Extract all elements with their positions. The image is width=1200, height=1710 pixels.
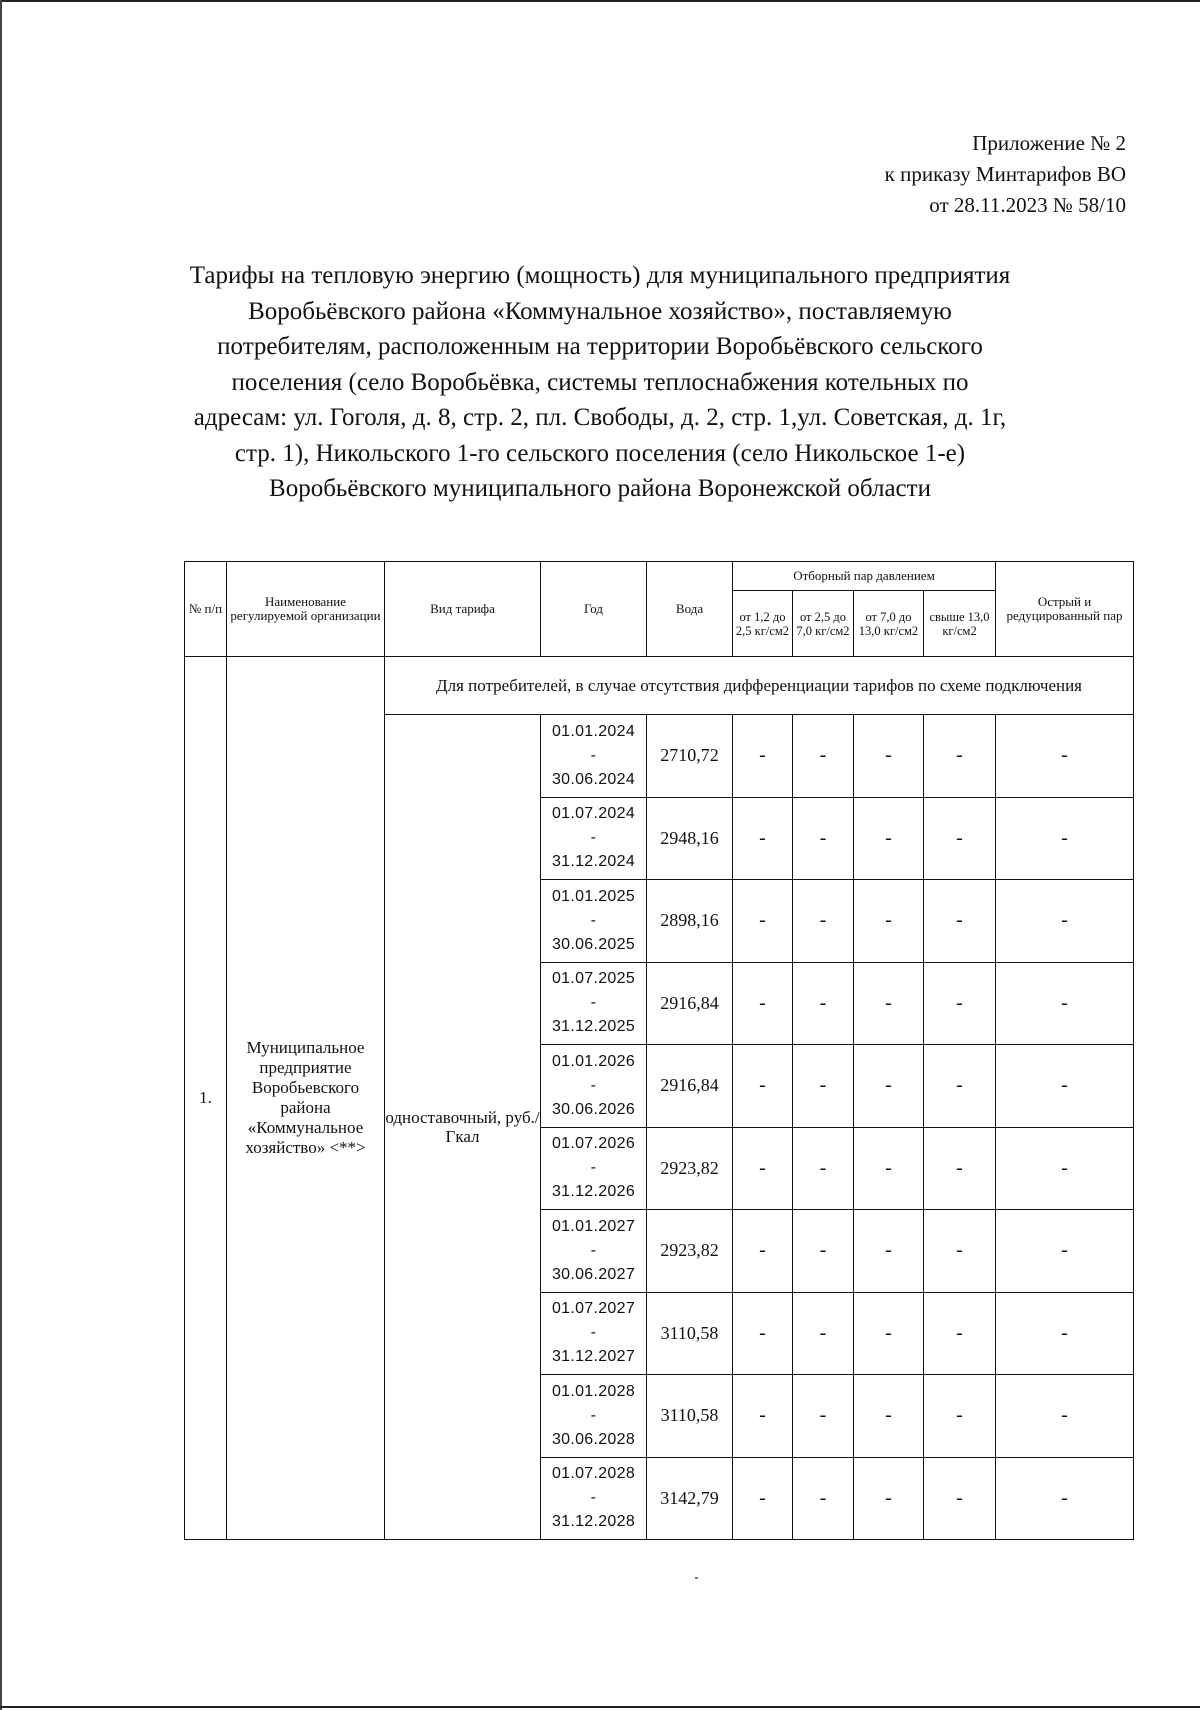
empty-tariff-dash: -: [924, 1292, 996, 1375]
header-kind: Вид тарифа: [385, 562, 541, 657]
period-to: 31.12.2028: [551, 1513, 636, 1531]
water-tariff: 3110,58: [647, 1292, 733, 1375]
empty-tariff-dash: -: [996, 962, 1134, 1045]
empty-tariff-dash: -: [733, 797, 793, 880]
empty-tariff-dash: -: [793, 1457, 854, 1540]
period-to: 31.12.2024: [551, 853, 636, 871]
header-steam-3: от 7,0 до 13,0 кг/см2: [854, 591, 924, 657]
period-to: 30.06.2027: [551, 1265, 636, 1283]
empty-tariff-dash: -: [924, 1045, 996, 1128]
water-tariff: 3110,58: [647, 1375, 733, 1458]
header-steam-2: от 2,5 до 7,0 кг/см2: [793, 591, 854, 657]
scan-edge-top: [0, 0, 1200, 2]
title-line: потребителям, расположенным на территории Воробьёвского сельского: [217, 333, 983, 360]
period-cell: [541, 880, 647, 963]
empty-tariff-dash: -: [733, 1045, 793, 1128]
period-cell: [541, 1375, 647, 1458]
empty-tariff-dash: -: [924, 1210, 996, 1293]
empty-tariff-dash: -: [854, 715, 924, 798]
period-cell: [541, 1292, 647, 1375]
empty-tariff-dash: -: [854, 1457, 924, 1540]
empty-tariff-dash: -: [793, 715, 854, 798]
empty-tariff-dash: -: [854, 1292, 924, 1375]
scan-edge-left: [0, 0, 2, 1710]
empty-tariff-dash: -: [996, 1457, 1134, 1540]
empty-tariff-dash: -: [793, 962, 854, 1045]
header-steam-4: свыше 13,0 кг/см2: [924, 591, 996, 657]
period-to: 31.12.2026: [551, 1183, 636, 1201]
empty-tariff-dash: -: [996, 715, 1134, 798]
empty-tariff-dash: -: [924, 1375, 996, 1458]
empty-tariff-dash: -: [793, 1292, 854, 1375]
empty-tariff-dash: -: [996, 797, 1134, 880]
period-from: 01.01.2027: [551, 1217, 636, 1235]
period-from: 01.01.2025: [551, 887, 636, 905]
period-separator: -: [590, 1489, 597, 1507]
period-from: 01.01.2024: [551, 722, 636, 740]
period-separator: -: [590, 1406, 597, 1424]
empty-tariff-dash: -: [924, 880, 996, 963]
water-tariff: 2923,82: [647, 1127, 733, 1210]
empty-tariff-dash: -: [924, 1457, 996, 1540]
title-line: стр. 1), Никольского 1-го сельского поселения (село Никольское 1-е): [234, 439, 966, 467]
empty-tariff-dash: -: [733, 1375, 793, 1458]
period-from: 01.07.2024: [551, 805, 636, 823]
appendix-date: от 28.11.2023 № 58/10: [929, 193, 1126, 217]
appendix-number: Приложение № 2: [972, 131, 1126, 155]
header-sharp-steam: Острый и редуцированный пар: [996, 562, 1134, 657]
title-line: поселения (село Воробьёвка, системы теплоснабжения котельных по: [231, 368, 969, 396]
period-to: 31.12.2027: [551, 1348, 636, 1366]
title-line: Воробьёвского муниципального района Воронежской области: [269, 475, 931, 502]
water-tariff: 2898,16: [647, 880, 733, 963]
period-separator: -: [590, 994, 597, 1012]
period-cell: [541, 715, 647, 798]
water-tariff: 3142,79: [647, 1457, 733, 1540]
scan-edge-bottom: [0, 1706, 1200, 1708]
period-cell: [541, 797, 647, 880]
tariff-kind: одноставочный, руб./Гкал: [385, 715, 541, 1540]
title-line: Воробьёвского района «Коммунальное хозяйство», поставляемую: [248, 297, 952, 325]
empty-tariff-dash: -: [733, 880, 793, 963]
empty-tariff-dash: -: [793, 797, 854, 880]
period-from: 01.07.2026: [551, 1135, 636, 1153]
empty-tariff-dash: -: [924, 1127, 996, 1210]
water-tariff: 2923,82: [647, 1210, 733, 1293]
empty-tariff-dash: -: [996, 1210, 1134, 1293]
header-num: № п/п: [185, 562, 227, 657]
period-from: 01.01.2026: [551, 1052, 636, 1070]
empty-tariff-dash: -: [924, 715, 996, 798]
empty-tariff-dash: -: [996, 880, 1134, 963]
period-cell: [541, 1045, 647, 1128]
row-number: 1.: [185, 657, 227, 1540]
period-from: 01.01.2028: [551, 1382, 636, 1400]
scan-speck: [695, 1577, 698, 1579]
header-steam-1: от 1,2 до 2,5 кг/см2: [733, 591, 793, 657]
empty-tariff-dash: -: [854, 1127, 924, 1210]
period-to: 30.06.2028: [551, 1430, 636, 1448]
period-from: 01.07.2025: [551, 970, 636, 988]
period-to: 30.06.2024: [551, 770, 636, 788]
empty-tariff-dash: -: [854, 1375, 924, 1458]
period-separator: -: [590, 1324, 597, 1342]
empty-tariff-dash: -: [733, 962, 793, 1045]
period-to: 30.06.2025: [551, 935, 636, 953]
empty-tariff-dash: -: [854, 880, 924, 963]
water-tariff: 2948,16: [647, 797, 733, 880]
appendix-order: к приказу Минтарифов ВО: [884, 162, 1126, 186]
empty-tariff-dash: -: [996, 1127, 1134, 1210]
empty-tariff-dash: -: [733, 715, 793, 798]
period-separator: -: [590, 1241, 597, 1259]
empty-tariff-dash: -: [924, 797, 996, 880]
title-line: адресам: ул. Гоголя, д. 8, стр. 2, пл. Свободы, д. 2, стр. 1,ул. Советская, д. 1г,: [193, 404, 1007, 431]
water-tariff: 2710,72: [647, 715, 733, 798]
empty-tariff-dash: -: [854, 1210, 924, 1293]
period-to: 31.12.2025: [551, 1018, 636, 1036]
empty-tariff-dash: -: [733, 1457, 793, 1540]
period-separator: -: [590, 746, 597, 764]
header-org: Наименование регулируемой организации: [227, 562, 385, 657]
tariff-table: [184, 561, 1134, 1540]
empty-tariff-dash: -: [793, 1045, 854, 1128]
period-from: 01.07.2028: [551, 1465, 636, 1483]
title-line: Тарифы на тепловую энергию (мощность) для муниципального предприятия: [189, 262, 1011, 289]
organization-name: Муниципальное предприятие Воробьевского района «Коммунальное хозяйство» <**>: [227, 657, 385, 1540]
period-cell: [541, 1457, 647, 1540]
empty-tariff-dash: -: [854, 797, 924, 880]
period-to: 30.06.2026: [551, 1100, 636, 1118]
water-tariff: 2916,84: [647, 1045, 733, 1128]
empty-tariff-dash: -: [793, 1210, 854, 1293]
period-separator: -: [590, 1159, 597, 1177]
empty-tariff-dash: -: [996, 1292, 1134, 1375]
empty-tariff-dash: -: [733, 1127, 793, 1210]
empty-tariff-dash: -: [793, 880, 854, 963]
empty-tariff-dash: -: [854, 962, 924, 1045]
appendix-reference: [885, 128, 1126, 221]
section-label: Для потребителей, в случае отсутствия дифференциации тарифов по схеме подключения: [385, 657, 1134, 715]
empty-tariff-dash: -: [996, 1375, 1134, 1458]
period-cell: [541, 1127, 647, 1210]
header-steam-group: Отборный пар давлением: [733, 562, 996, 591]
period-separator: -: [590, 1076, 597, 1094]
period-cell: [541, 1210, 647, 1293]
period-separator: -: [590, 911, 597, 929]
document-title: [130, 258, 1070, 507]
empty-tariff-dash: -: [793, 1127, 854, 1210]
empty-tariff-dash: -: [996, 1045, 1134, 1128]
header-water: Вода: [647, 562, 733, 657]
period-cell: [541, 962, 647, 1045]
water-tariff: 2916,84: [647, 962, 733, 1045]
period-from: 01.07.2027: [551, 1300, 636, 1318]
empty-tariff-dash: -: [793, 1375, 854, 1458]
empty-tariff-dash: -: [854, 1045, 924, 1128]
period-separator: -: [590, 829, 597, 847]
empty-tariff-dash: -: [924, 962, 996, 1045]
empty-tariff-dash: -: [733, 1292, 793, 1375]
header-year: Год: [541, 562, 647, 657]
empty-tariff-dash: -: [733, 1210, 793, 1293]
